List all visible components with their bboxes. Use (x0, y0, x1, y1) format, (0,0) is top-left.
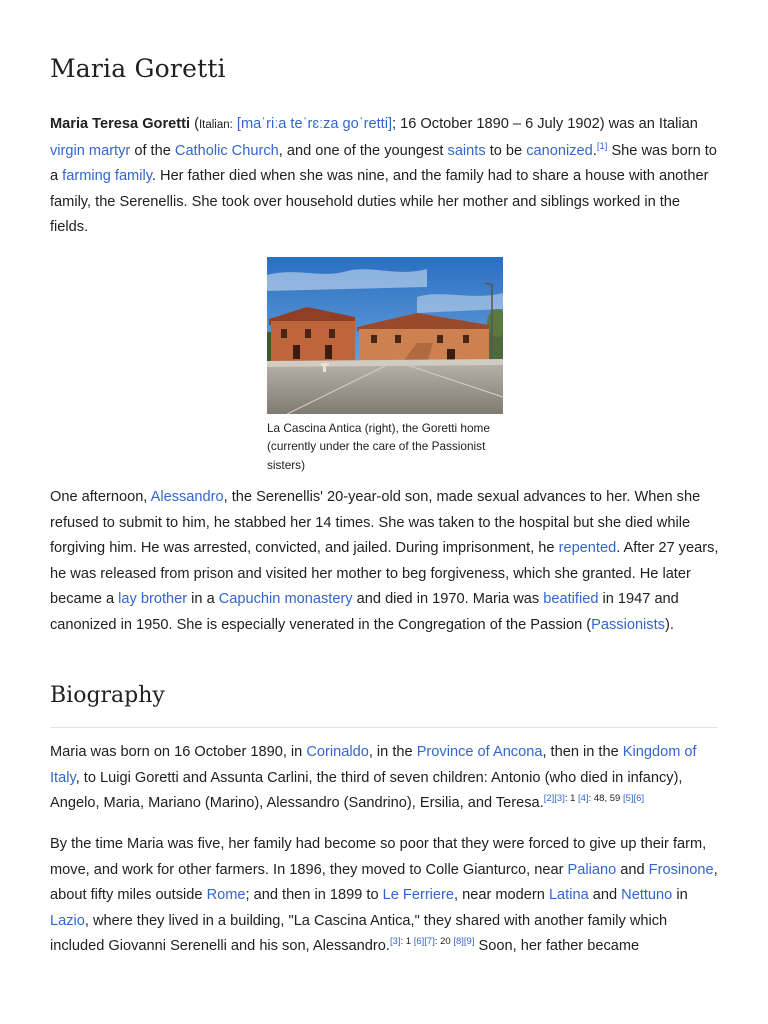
text-run: and (616, 861, 649, 878)
page-title: Maria Goretti (50, 54, 226, 83)
text-run: She was born to a (50, 142, 717, 185)
link-beatified[interactable]: beatified (543, 591, 599, 608)
link-latina[interactable]: Latina (548, 887, 589, 904)
link-catholic-church[interactable]: Catholic Church (174, 142, 279, 159)
ipa-pronunciation-link[interactable]: [maˈriːa teˈrɛːza goˈretti] (236, 116, 393, 132)
text-run: , and one of the youngest (278, 142, 448, 159)
figure-caption: La Cascina Antica (right), the Goretti home (currently under the care of the Passionist sisters) (267, 421, 490, 472)
text-run: ; 16 October 1890 – 6 July 1902) was an Italian (392, 116, 698, 132)
text-run: One afternoon, (50, 489, 151, 505)
text-run: By the time Maria was five, her family had become so poor that they were forced to give up their farm, move, and work for other farmers. In 1896, they moved to Colle Gianturco, near (50, 836, 707, 878)
link-corinaldo[interactable]: Corinaldo (306, 744, 369, 760)
section-divider (50, 727, 718, 728)
text-run: and died in 1970. Maria was (352, 591, 544, 608)
text-run: ( (190, 116, 199, 132)
link-lazio[interactable]: Lazio (50, 912, 85, 929)
reference-5-6[interactable]: [5][6] (622, 793, 645, 805)
text-run: in 1947 and canonized in 1950. She is especially venerated in the Congregation of the Passion ( (50, 591, 679, 633)
text-run: Maria was born on 16 October 1890, in (50, 744, 307, 760)
text-run: , where they lived in a building, "La Cascina Antica," they shared with another family which included Giovanni Serenelli and his son, Alessandro. (50, 912, 668, 955)
reference-3[interactable]: [3] (389, 936, 401, 948)
link-passionists[interactable]: Passionists (591, 616, 665, 633)
link-province-of-ancona[interactable]: Province of Ancona (416, 744, 543, 760)
link-capuchin-monastery[interactable]: Capuchin monastery (218, 591, 353, 608)
text-run: . Her father died when she was nine, and the family had to share a house with another family, the Serenellis. She took over household duties while her mother and siblings worked in the fields. (50, 168, 709, 236)
text-run: , to Luigi Goretti and Assunta Carlini, the third of seven children: Antonio (who died in infancy), Angelo, Maria, Mariano (Marino), Alessandro (Sandrino), Ersilia, and Teresa. (50, 769, 683, 812)
link-frosinone[interactable]: Frosinone (648, 861, 714, 878)
text-run: , in the (368, 744, 417, 760)
goretti-home-photo[interactable] (267, 257, 503, 414)
summary-paragraph (50, 485, 720, 639)
link-rome[interactable]: Rome (206, 887, 246, 904)
reference-page: : 1 (400, 936, 414, 948)
link-farming-family[interactable]: farming family (62, 168, 152, 185)
text-run: , near modern (454, 887, 549, 904)
reference-page: : 1 (564, 793, 579, 805)
text-run: , then in the (542, 744, 623, 760)
goretti-home-figure (267, 257, 503, 474)
text-run: , the Serenellis' 20-year-old son, made sexual advances to her. When she refused to submit to him, he stabbed her 14 times. She was taken to the hospital but she died while forgiving him. He was arrested, convicted, and jailed. During imprisonment, he (50, 489, 701, 557)
link-le-ferriere[interactable]: Le Ferriere (382, 887, 455, 904)
reference-2-3[interactable]: [2][3] (543, 793, 565, 805)
subject-name: Maria Teresa Goretti (50, 116, 191, 132)
reference-4[interactable]: [4] (578, 793, 589, 805)
link-nettuno[interactable]: Nettuno (621, 887, 673, 904)
text-run: . After 27 years, he was released from prison and visited her mother to beg forgiveness, which she granted. He later became a (50, 540, 719, 608)
reference-6-7[interactable]: [6][7] (413, 936, 435, 948)
text-run: of the (130, 142, 175, 159)
link-canonized[interactable]: canonized (526, 142, 593, 159)
text-run: to be (485, 142, 527, 159)
link-alessandro[interactable]: Alessandro (150, 489, 224, 505)
biography-paragraph-1 (50, 740, 720, 817)
link-virgin-martyr[interactable]: virgin martyr (50, 142, 131, 159)
text-run: in a (187, 591, 219, 608)
text-run: ; and then in 1899 to (245, 887, 383, 904)
link-saints[interactable]: saints (447, 142, 486, 159)
text-run: ). (664, 616, 674, 633)
language-label: Italian: (198, 119, 233, 131)
text-run: , about fifty miles outside (50, 861, 718, 904)
reference-1[interactable]: [1] (596, 140, 608, 152)
lead-paragraph (50, 112, 720, 241)
text-run: in (672, 887, 688, 904)
reference-page: : 48, 59 (588, 793, 623, 805)
link-repented[interactable]: repented (558, 540, 617, 557)
link-lay-brother[interactable]: lay brother (118, 591, 188, 608)
reference-8-9[interactable]: [8][9] (453, 936, 475, 948)
section-heading-biography: Biography (50, 683, 165, 708)
link-paliano[interactable]: Paliano (567, 861, 617, 878)
text-run: and (588, 887, 622, 904)
reference-page: : 20 (434, 936, 454, 948)
text-run: Soon, her father became (474, 938, 640, 955)
biography-paragraph-2 (50, 832, 720, 960)
link-kingdom-of-italy[interactable]: Kingdom of Italy (50, 744, 697, 786)
text-run: . (592, 142, 597, 159)
